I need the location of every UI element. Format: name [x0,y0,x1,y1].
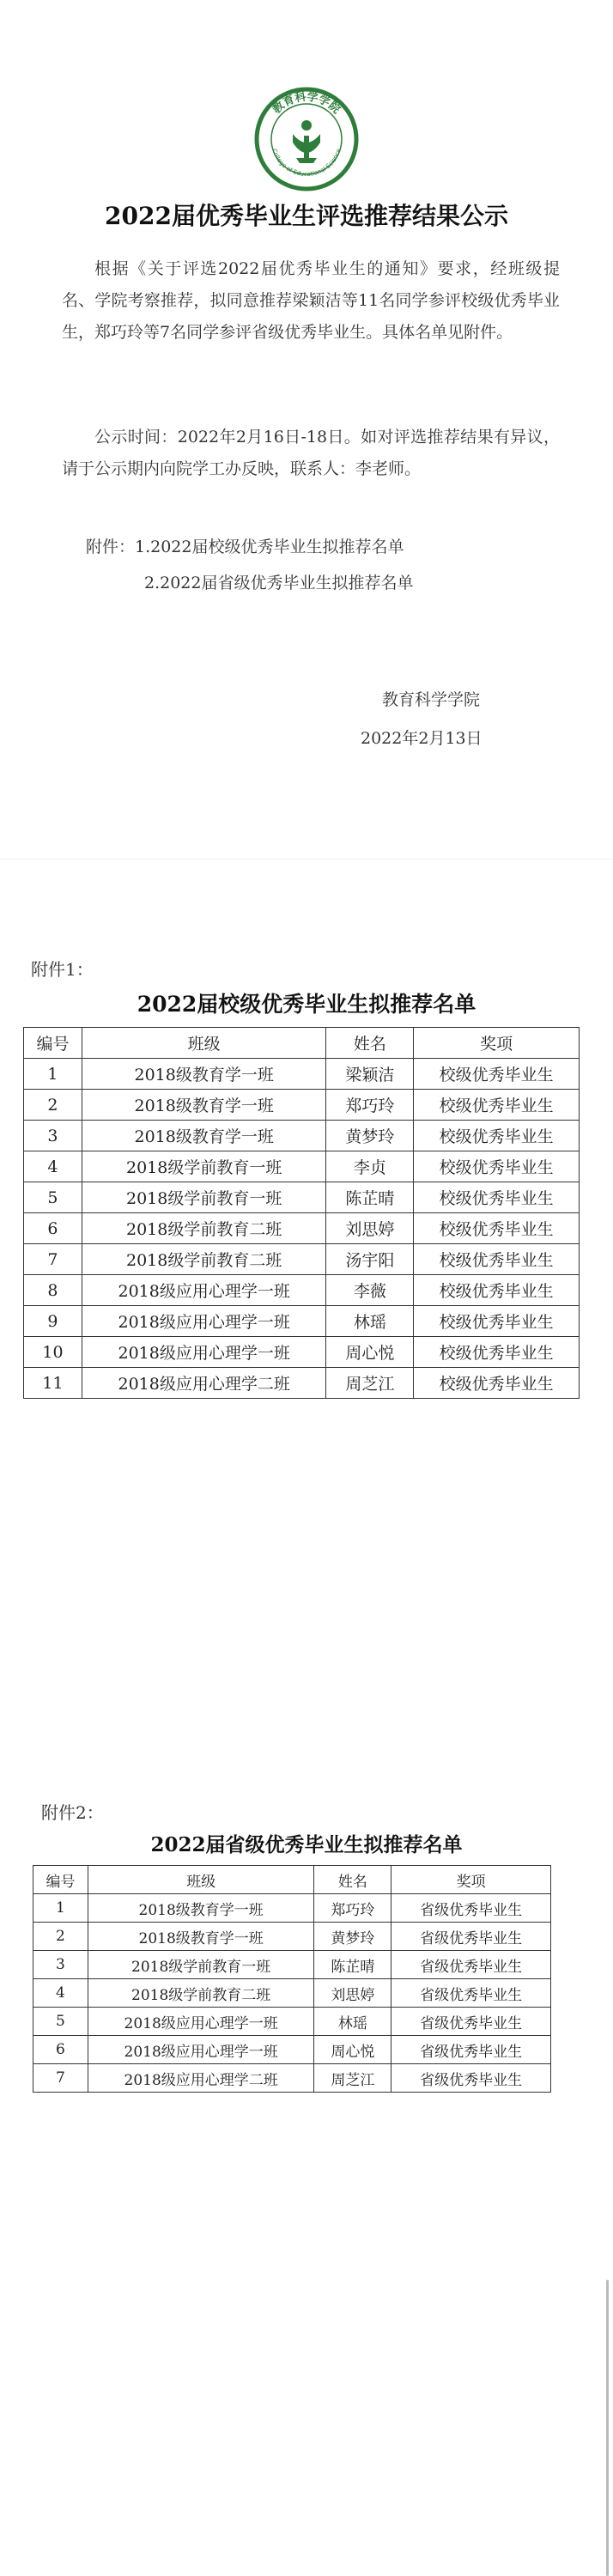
table-row [24,1337,580,1368]
cell-name: 陈芷晴 [326,1182,414,1213]
cell-no: 4 [24,1151,82,1182]
cell-class: 2018级应用心理学一班 [88,2008,314,2036]
cell-award: 校级优秀毕业生 [414,1213,580,1244]
cell-name: 刘思婷 [314,1979,391,2008]
table-row [33,1951,551,1979]
table-row [24,1121,580,1151]
cell-award: 省级优秀毕业生 [391,2008,551,2036]
table-row [24,1368,580,1399]
cell-class: 2018级教育学一班 [82,1090,326,1121]
cell-no: 7 [24,1244,82,1275]
table-row [33,1923,551,1951]
table-row [24,1213,580,1244]
cell-no: 11 [24,1368,82,1399]
seal-text-bottom: College of Educational Science [270,148,343,179]
cell-class: 2018级学前教育二班 [82,1213,326,1244]
cell-award: 校级优秀毕业生 [414,1368,580,1399]
cell-award: 省级优秀毕业生 [391,2036,551,2064]
cell-name: 李薇 [326,1275,414,1306]
college-seal-logo [253,86,360,192]
table-row [24,1306,580,1337]
cell-award: 校级优秀毕业生 [414,1244,580,1275]
table-row [24,1151,580,1182]
cell-name: 周芝江 [326,1368,414,1399]
cell-name: 刘思婷 [326,1213,414,1244]
table-row [33,2036,551,2064]
signature-date: 2022年2月13日 [361,729,483,748]
notice-title: 2022届优秀毕业生评选推荐结果公示 [105,202,508,230]
cell-class: 2018级应用心理学二班 [88,2064,314,2093]
header-cell: 班级 [82,1028,326,1059]
cell-class: 2018级学前教育二班 [88,1979,314,2008]
annex-2-table [33,1865,551,2093]
attachment-item-1: 附件：1.2022届校级优秀毕业生拟推荐名单 [86,538,404,556]
table-row [33,1979,551,2008]
page-divider [0,859,613,860]
cell-name: 周心悦 [314,2036,391,2064]
cell-name: 黄梦玲 [314,1923,391,1951]
cell-class: 2018级学前教育一班 [88,1951,314,1979]
cell-name: 郑巧玲 [314,1894,391,1923]
table-row [24,1090,580,1121]
notice-paragraph-1: 根据《关于评选2022届优秀毕业生的通知》要求，经班级提名、学院考察推荐，拟同意推荐梁颖洁等11名同学参评校级优秀毕业生，郑巧玲等7名同学参评省级优秀毕业生。具体名单见附件。 [62,259,560,342]
cell-no: 10 [24,1337,82,1368]
cell-award: 省级优秀毕业生 [391,1923,551,1951]
header-cell: 编号 [24,1028,82,1059]
cell-class: 2018级应用心理学二班 [82,1368,326,1399]
cell-name: 林瑶 [326,1306,414,1337]
cell-name: 李贞 [326,1151,414,1182]
cell-class: 2018级应用心理学一班 [82,1337,326,1368]
cell-no: 8 [24,1275,82,1306]
cell-award: 省级优秀毕业生 [391,2064,551,2093]
scrollbar[interactable] [606,2280,609,2576]
svg-text:教育科学学院 [270,90,343,118]
cell-class: 2018级学前教育一班 [82,1182,326,1213]
cell-name: 周心悦 [326,1337,414,1368]
notice-paragraph-2: 公示时间：2022年2月16日-18日。如对评选推荐结果有异议，请于公示期内向院学工办反映，联系人：李老师。 [62,428,560,478]
table-row [33,1894,551,1923]
cell-no: 1 [24,1059,82,1090]
cell-no: 6 [33,2036,88,2064]
cell-no: 4 [33,1979,88,2008]
cell-award: 校级优秀毕业生 [414,1059,580,1090]
table-row [24,1059,580,1090]
header-cell: 奖项 [414,1028,580,1059]
seal-text-top: 教育科学学院 [270,90,343,117]
table-header-row [33,1866,551,1894]
cell-name: 林瑶 [314,2008,391,2036]
cell-no: 5 [24,1182,82,1213]
cell-award: 校级优秀毕业生 [414,1182,580,1213]
cell-name: 梁颖洁 [326,1059,414,1090]
cell-class: 2018级学前教育一班 [82,1151,326,1182]
header-cell: 奖项 [391,1866,551,1894]
cell-class: 2018级应用心理学一班 [82,1306,326,1337]
annex-2-title: 2022届省级优秀毕业生拟推荐名单 [150,1833,463,1856]
cell-no: 3 [33,1951,88,1979]
attachment-item-2: 2.2022届省级优秀毕业生拟推荐名单 [144,574,414,592]
cell-class: 2018级应用心理学一班 [88,2036,314,2064]
table-row [24,1244,580,1275]
cell-class: 2018级应用心理学一班 [82,1275,326,1306]
cell-class: 2018级教育学一班 [88,1894,314,1923]
cell-class: 2018级教育学一班 [82,1121,326,1151]
cell-award: 省级优秀毕业生 [391,1894,551,1923]
notice-page [0,0,613,859]
header-cell: 班级 [88,1866,314,1894]
cell-award: 省级优秀毕业生 [391,1951,551,1979]
cell-award: 校级优秀毕业生 [414,1151,580,1182]
header-cell: 姓名 [314,1866,391,1894]
annex-2-label: 附件2： [41,1802,104,1823]
cell-name: 陈芷晴 [314,1951,391,1979]
table-row [33,2008,551,2036]
cell-award: 校级优秀毕业生 [414,1121,580,1151]
table-row [24,1275,580,1306]
cell-no: 5 [33,2008,88,2036]
cell-no: 7 [33,2064,88,2093]
cell-award: 校级优秀毕业生 [414,1337,580,1368]
cell-name: 汤宇阳 [326,1244,414,1275]
annex-1-title: 2022届校级优秀毕业生拟推荐名单 [137,992,476,1017]
cell-no: 2 [33,1923,88,1951]
cell-award: 校级优秀毕业生 [414,1306,580,1337]
cell-no: 3 [24,1121,82,1151]
cell-no: 6 [24,1213,82,1244]
cell-name: 郑巧玲 [326,1090,414,1121]
cell-name: 周芝江 [314,2064,391,2093]
cell-class: 2018级教育学一班 [82,1059,326,1090]
annex-1-label: 附件1： [31,959,94,980]
signature-org: 教育科学学院 [382,690,481,709]
header-cell: 姓名 [326,1028,414,1059]
table-row [33,2064,551,2093]
cell-name: 黄梦玲 [326,1121,414,1151]
header-cell: 编号 [33,1866,88,1894]
table-header-row [24,1028,580,1059]
annex-1-table [23,1027,580,1399]
cell-award: 省级优秀毕业生 [391,1979,551,2008]
cell-award: 校级优秀毕业生 [414,1090,580,1121]
cell-award: 校级优秀毕业生 [414,1275,580,1306]
cell-no: 1 [33,1894,88,1923]
cell-class: 2018级教育学一班 [88,1923,314,1951]
table-row [24,1182,580,1213]
cell-class: 2018级学前教育二班 [82,1244,326,1275]
cell-no: 9 [24,1306,82,1337]
cell-no: 2 [24,1090,82,1121]
